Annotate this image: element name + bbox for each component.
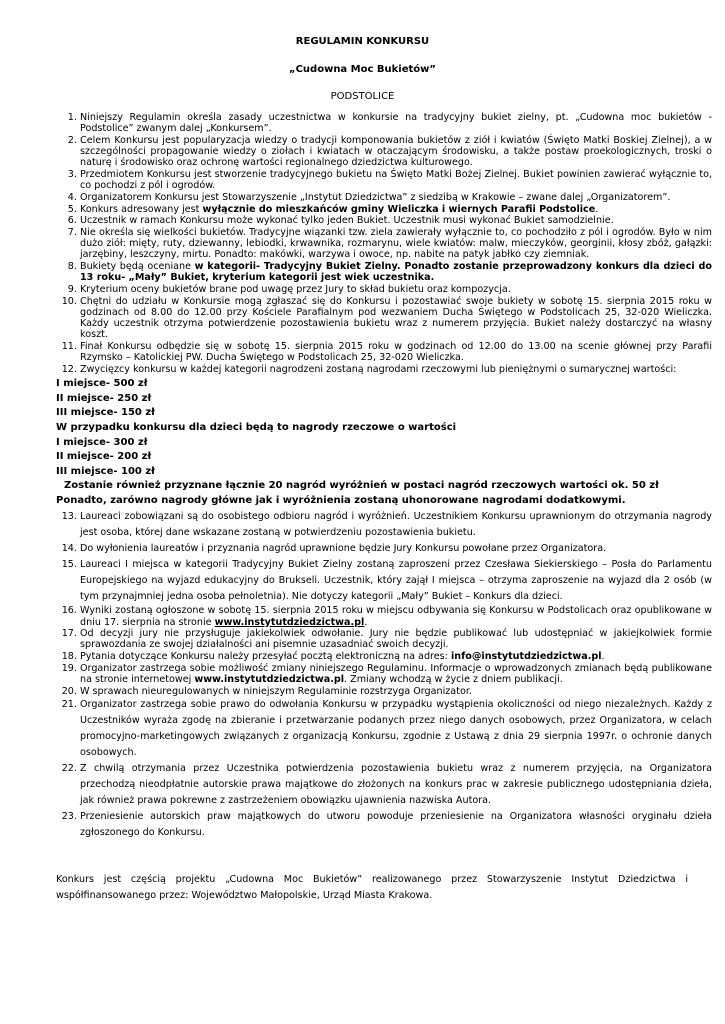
additional-prizes-note: Ponadto, zarówno nagrody główne jak i wyróżnienia zostaną uhonorowane nagrodami dodatkowymi. bbox=[56, 494, 626, 506]
prize-list bbox=[56, 377, 712, 508]
distinctions-note: Zostanie również przyznane łącznie 20 nagród wyróżnień w postaci nagród rzeczowych wartości ok. 50 zł bbox=[64, 480, 659, 492]
rule-bold-text: wyłącznie do mieszkańców gminy Wieliczka i wiernych Parafii Podstolice bbox=[202, 203, 596, 215]
rule-item bbox=[80, 663, 712, 685]
rule-item bbox=[80, 628, 712, 650]
rule-text: Zwycięzcy konkursu w każdej kategorii nagrodzeni zostaną nagrodami rzeczowymi lub pieniężnymi o sumarycznej wartości: bbox=[80, 363, 677, 375]
rule-text: Celem Konkursu jest popularyzacja wiedzy o tradycji komponowania bukietów z ziół i kwiatów (Święto Matki Boskiej Zielnej), a w szczególności propagowanie wiedzy o ziołach i kwiatach w otaczającym środowisku, a także postaw proekologicznych, troski o naturę i środowisko oraz ochronę wartości regionalnego dziedzictwa kulturowego. bbox=[80, 134, 712, 169]
rule-text: Uczestnik w ramach Konkursu może wykonać tylko jeden Bukiet. Uczestnik musi wykonać Bukiet samodzielnie. bbox=[80, 215, 614, 227]
rule-text: Laureaci zobowiązani są do osobistego odbioru nagród i wyróżnień. Uczestnikiem Konkursu uprawnionym do otrzymania nagrody jest osoba, której dane wskazane zostaną w potwierdzeniu pozostawienia bukietu. bbox=[80, 511, 712, 538]
rule-item bbox=[80, 284, 712, 295]
rule-text: W sprawach nieuregulowanych w niniejszym Regulaminie rozstrzyga Organizator. bbox=[80, 685, 472, 697]
rule-item bbox=[80, 557, 712, 604]
children-prize: III miejsce- 100 zł bbox=[56, 465, 155, 477]
document-title: REGULAMIN KONKURSU bbox=[295, 36, 430, 47]
rule-item bbox=[80, 541, 712, 557]
rule-text: Od decyzji jury nie przysługuje jakiekolwiek odwołanie. Jury nie będzie publikować lub udostępniać w jakiejkolwiek formie sprawozdania ze swojej działalności ani pisemnie uzasadniać swoich decyzji. bbox=[80, 628, 712, 651]
adult-prize: I miejsce- 500 zł bbox=[56, 378, 148, 390]
rule-text: . bbox=[595, 203, 599, 215]
rule-bold-text: w kategorii- Tradycyjny Bukiet Zielny. Ponadto zostanie przeprowadzony konkurs dla dzieci do 13 roku- „Mały” Bukiet, kryterium kategorii jest wiek uczestnika. bbox=[80, 261, 712, 284]
rules-list bbox=[56, 112, 712, 841]
contest-name: „Cudowna Moc Bukietów” bbox=[289, 64, 436, 75]
rule-bold-text: www.instytutdziedzictwa.pl bbox=[194, 674, 345, 686]
children-prize-heading: W przypadku konkursu dla dzieci będą to nagrody rzeczowe o wartości bbox=[56, 421, 457, 433]
rule-text: Organizatorem Konkursu jest Stowarzyszenie „Instytut Dziedzictwa” z siedzibą w Krakowie – zwane dalej „Organizatorem”. bbox=[80, 191, 671, 203]
rule-item bbox=[80, 296, 712, 341]
location-heading: PODSTOLICE bbox=[330, 91, 395, 102]
rule-text: Laureaci I miejsca w kategorii Tradycyjny Bukiet Zielny zostaną zaproszeni przez Czesława Siekierskiego – Posła do Parlamentu Europejskiego na wyjazd edukacyjny do Brukseli. Uczestnik, który zajął I miejsca – otrzyma zaproszenie na wyjazd dla 2 osób (w tym przynajmniej jedna osoba pełnoletnia). Nie dotyczy kategorii „Mały” Bukiet – Konkurs dla dzieci. bbox=[80, 559, 712, 602]
rule-item bbox=[80, 192, 712, 203]
rule-item bbox=[80, 227, 712, 261]
rule-item bbox=[80, 112, 712, 134]
website-link[interactable]: www.instytutdziedzictwa.pl bbox=[214, 616, 365, 628]
rule-item bbox=[56, 363, 712, 509]
rule-text: . bbox=[364, 616, 368, 628]
rule-item bbox=[80, 341, 712, 363]
rule-text: Kryterium oceny bukietów brane pod uwagę przez Jury to skład bukietu oraz kompozycja. bbox=[80, 284, 511, 296]
rule-text: Przeniesienie autorskich praw majątkowych do utworu powoduje przeniesienie na Organizatora własności oryginału dzieła zgłoszonego do Konkursu. bbox=[80, 811, 712, 838]
rule-item bbox=[80, 651, 712, 662]
rule-item bbox=[80, 509, 712, 541]
rule-item bbox=[80, 697, 712, 760]
rule-item bbox=[80, 204, 712, 215]
rule-text: Finał Konkursu odbędzie się w sobotę 15. sierpnia 2015 roku w godzinach od 12.00 do 13.00 na scenie głównej przy Parafii Rzymsko – Katolickiej PW. Ducha Świętego w Podstolicach 25, 32-020 Wieliczka. bbox=[80, 341, 712, 364]
rule-text: Wyniki zostaną ogłoszone w sobotę 15. sierpnia 2015 roku w miejscu odbywania się Konkursu w Podstolicach oraz opublikowane w dniu 17. sierpnia na stronie bbox=[80, 605, 712, 628]
adult-prize: III miejsce- 150 zł bbox=[56, 407, 155, 419]
rule-text: Organizator zastrzega sobie prawo do odwołania Konkursu w przypadku wystąpienia okoliczności od niego niezależnych. Każdy z Uczestników wyraża zgodę na zbieranie i przetwarzanie podanych przez niego danych osobowych, przez Organizatora, w celach promocyjno-marketingowych związanych z organizacją Konkursu, zgodnie z Ustawą z dnia 29 sierpnia 1997r. o ochronie danych osobowych. bbox=[80, 699, 712, 758]
rule-text: Do wyłonienia laureatów i przyznania nagród uprawnione będzie Jury Konkursu powołane przez Organizatora. bbox=[80, 543, 607, 555]
rule-text: Przedmiotem Konkursu jest stworzenie tradycyjnego bukietu na Święto Matki Bożej Zielnej. Bukiet powinien zawierać wyłącznie to, co pochodzi z pól i ogrodów. bbox=[80, 169, 712, 192]
rule-text: Niniejszy Regulamin określa zasady uczestnictwa w konkursie na tradycyjny bukiet zielny, pt. „Cudowna moc bukietów - Podstolice” zwanym dalej „Konkursem”. bbox=[80, 112, 712, 135]
children-prize: II miejsce- 200 zł bbox=[56, 451, 152, 463]
rule-text: Pytania dotyczące Konkursu należy przesyłać pocztą elektroniczną na adres: bbox=[80, 651, 451, 663]
children-prize: I miejsce- 300 zł bbox=[56, 436, 148, 448]
rule-item bbox=[80, 809, 712, 841]
rule-text: Nie określa się wielkości bukietów. Tradycyjne wiązanki tzw. ziela zawierały wyłącznie to, co pochodziło z pól i ogrodów. Było w nim dużo ziół: mięty, ruty, dziewanny, lebiodki, krwawnika, rozmarynu, wiele kwiatów: malw, mieczyków, georginii, kłosy zbóż, gałązki: jarzębiny, leszczyny, mirtu. Ponadto: makówki, warzywa i owoce, np. nabite na patyk jabłko czy ziemniak. bbox=[80, 227, 712, 261]
rule-item bbox=[80, 686, 712, 697]
rule-text: Bukiety będą oceniane bbox=[80, 261, 195, 273]
rule-text: Konkurs adresowany jest bbox=[80, 203, 203, 215]
rule-text: . Zmiany wchodzą w życie z dniem publikacji. bbox=[344, 674, 563, 686]
rule-item bbox=[80, 261, 712, 283]
rule-text: Z chwilą otrzymania przez Uczestnika potwierdzenia pozostawienia bukietu wraz z numerem przyjęcia, na Organizatora przechodzą nieodpłatnie autorskie prawa majątkowe do złożonych na konkurs prac w zakresie publicznego udostępniania dzieła, jak również prawa pokrewne z zastrzeżeniem obowiązku ujawnienia nazwiska Autora. bbox=[80, 763, 712, 806]
rule-bold-text: info@instytutdziedzictwa.pl bbox=[450, 651, 602, 663]
rule-text: . bbox=[601, 651, 605, 663]
rule-text: Organizator zastrzega sobie możliwość zmiany niniejszego Regulaminu. Informacje o wprowadzonych zmianach będą publikowane na stronie internetowej bbox=[80, 662, 712, 686]
footer-note: Konkurs jest częścią projektu „Cudowna Moc Bukietów” realizowanego przez Stowarzyszenie Instytut Dziedzictwa i współfinansowanego przez: Województwo Małopolskie, Urząd Miasta Krakowa. bbox=[56, 874, 688, 901]
rule-item bbox=[80, 761, 712, 808]
rule-item bbox=[80, 605, 712, 627]
adult-prize: II miejsce- 250 zł bbox=[56, 392, 152, 404]
rule-item bbox=[80, 169, 712, 191]
rule-item bbox=[80, 215, 712, 226]
rule-item bbox=[80, 135, 712, 169]
rule-text: Chętni do udziału w Konkursie mogą zgłaszać się do Konkursu i pozostawiać swoje bukiety w sobotę 15. sierpnia 2015 roku w godzinach od 8.00 do 12.00 przy Kościele Parafialnym pod wezwaniem Ducha Świętego w Podstolicach 25, 32-020 Wieliczka. Każdy uczestnik otrzyma potwierdzenie pozostawienia bukietu wraz z numerem przyjęcia. Bukiet należy dostarczyć na własny koszt. bbox=[80, 295, 712, 341]
